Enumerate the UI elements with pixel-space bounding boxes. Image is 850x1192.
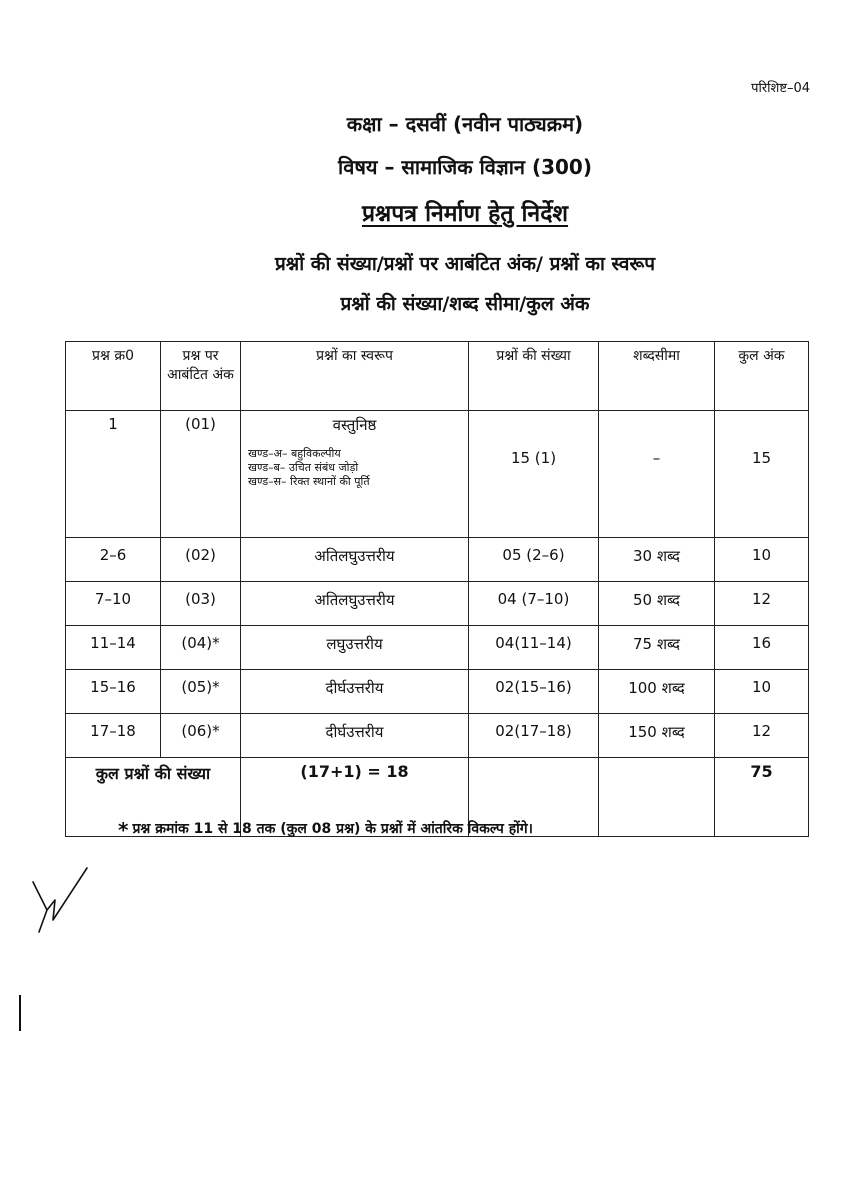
cell-total: 12 <box>715 714 809 758</box>
footnote <box>118 818 533 842</box>
cell-type: अतिलघुउत्तरीय <box>241 538 469 582</box>
subtitle-2: प्रश्नों की संख्या/शब्द सीमा/कुल अंक <box>340 293 590 315</box>
table-row <box>66 670 809 714</box>
grand-total: 75 <box>715 758 809 837</box>
table-row <box>66 411 809 538</box>
class-line: कक्षा – दसवीं (नवीन पाठ्यक्रम) <box>346 112 584 136</box>
footnote-text: प्रश्न क्रमांक 11 से 18 तक (कुल 08 प्रश्न) के प्रश्नों में आंतरिक विकल्प होंगे। <box>132 821 533 837</box>
cell-count: 04 (7–10) <box>469 582 599 626</box>
col-header-marks: प्रश्न पर आबंटित अंक <box>161 342 241 411</box>
subpart-b: खण्ड–ब– उचित संबंध जोड़ो <box>248 461 359 474</box>
col-header-total: कुल अंक <box>715 342 809 411</box>
cell-count: 05 (2–6) <box>469 538 599 582</box>
col-header-type: प्रश्नों का स्वरूप <box>241 342 469 411</box>
cell-count: 02(17–18) <box>469 714 599 758</box>
cell-word-limit: 50 शब्द <box>599 582 715 626</box>
cell-word-limit: – <box>599 411 715 538</box>
page-title: प्रश्नपत्र निर्माण हेतु निर्देश <box>361 201 569 227</box>
cell-total: 10 <box>715 538 809 582</box>
cell-count: 04(11–14) <box>469 626 599 670</box>
cell-word-limit: 30 शब्द <box>599 538 715 582</box>
total-label: कुल प्रश्नों की संख्या <box>66 758 241 837</box>
table-row <box>66 582 809 626</box>
cell-marks: (04)* <box>161 626 241 670</box>
cell-total: 12 <box>715 582 809 626</box>
col-header-question-no: प्रश्न क्र0 <box>66 342 161 411</box>
cell-marks: (02) <box>161 538 241 582</box>
cell-marks: (05)* <box>161 670 241 714</box>
cell-word-limit: 75 शब्द <box>599 626 715 670</box>
cell-type: दीर्घउत्तरीय <box>241 670 469 714</box>
col-header-word-limit: शब्दसीमा <box>599 342 715 411</box>
cell-total: 16 <box>715 626 809 670</box>
cell-marks: (01) <box>161 411 241 538</box>
cell-question-no: 7–10 <box>66 582 161 626</box>
table-header-row <box>66 342 809 411</box>
table-row <box>66 714 809 758</box>
subpart-c: खण्ड–स– रिक्त स्थानों की पूर्ति <box>248 475 370 488</box>
col-header-count: प्रश्नों की संख्या <box>469 342 599 411</box>
cell-question-no: 11–14 <box>66 626 161 670</box>
table-row <box>66 538 809 582</box>
subpart-a: खण्ड–अ– बहुविकल्पीय <box>248 447 341 460</box>
blueprint-table <box>65 341 809 837</box>
cell-marks: (06)* <box>161 714 241 758</box>
cell-type <box>241 411 469 538</box>
cell-type: दीर्घउत्तरीय <box>241 714 469 758</box>
table-row <box>66 626 809 670</box>
cell-type: लघुउत्तरीय <box>241 626 469 670</box>
cell-word-limit: 150 शब्द <box>599 714 715 758</box>
cell-total: 10 <box>715 670 809 714</box>
cell-type: अतिलघुउत्तरीय <box>241 582 469 626</box>
cell-total: 15 <box>715 411 809 538</box>
total-words-empty <box>599 758 715 837</box>
total-formula: (17+1) = 18 <box>241 758 469 837</box>
cell-word-limit: 100 शब्द <box>599 670 715 714</box>
appendix-label: परिशिष्ट–04 <box>751 81 810 96</box>
subtitle-1: प्रश्नों की संख्या/प्रश्नों पर आबंटित अंक/ प्रश्नों का स्वरूप <box>275 253 655 275</box>
cell-question-no: 1 <box>66 411 161 538</box>
cell-question-no: 2–6 <box>66 538 161 582</box>
cell-count: 15 (1) <box>469 411 599 538</box>
cell-count: 02(15–16) <box>469 670 599 714</box>
handwritten-mark-icon <box>25 860 95 940</box>
cell-marks: (03) <box>161 582 241 626</box>
cell-question-no: 15–16 <box>66 670 161 714</box>
footnote-star: * <box>118 818 129 842</box>
type-label: वस्तुनिष्ठ <box>332 416 377 434</box>
subject-line: विषय – सामाजिक विज्ञान (300) <box>338 155 592 179</box>
margin-mark <box>19 995 21 1031</box>
cell-question-no: 17–18 <box>66 714 161 758</box>
